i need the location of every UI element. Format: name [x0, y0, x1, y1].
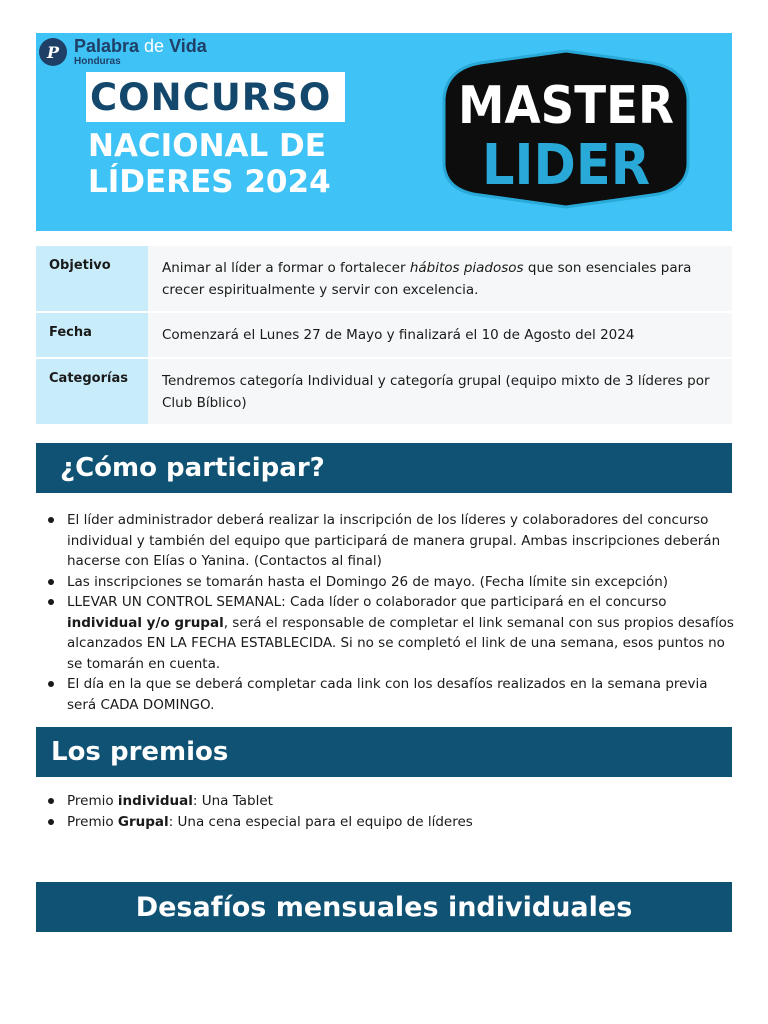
- info-value: Comenzará el Lunes 27 de Mayo y finalizará el 10 de Agosto del 2024: [148, 313, 732, 357]
- list-item: Premio Grupal: Una cena especial para el equipo de líderes: [46, 812, 736, 833]
- logo-name: Palabra de Vida: [74, 36, 207, 56]
- section-premios: [36, 727, 732, 777]
- section-title: ¿Cómo participar?: [60, 453, 325, 483]
- info-table: [36, 246, 732, 426]
- logo-icon: P: [39, 38, 67, 66]
- section-title: Los premios: [51, 737, 229, 767]
- info-label: Categorías: [36, 359, 148, 424]
- info-row-categorias: [36, 359, 732, 426]
- logo-subtitle: Honduras: [74, 56, 121, 67]
- list-item: El día en la que se deberá completar cada link con los desafíos realizados en la semana previa será CADA DOMINGO.: [46, 674, 736, 715]
- badge-master-text: MASTER: [458, 76, 674, 136]
- title-line-1: NACIONAL DE: [88, 128, 326, 164]
- title-line-2: LÍDERES 2024: [88, 164, 331, 200]
- master-lider-badge: [440, 49, 692, 209]
- section-title: Desafíos mensuales individuales: [135, 891, 633, 923]
- title-concurso: CONCURSO: [90, 75, 332, 119]
- info-value: Tendremos categoría Individual y categoría grupal (equipo mixto de 3 líderes por Club Bíblico): [148, 359, 732, 424]
- list-item: Las inscripciones se tomarán hasta el Domingo 26 de mayo. (Fecha límite sin excepción): [46, 572, 736, 593]
- premios-list: [46, 791, 736, 832]
- info-row-fecha: [36, 313, 732, 359]
- list-item: Premio individual: Una Tablet: [46, 791, 736, 812]
- section-como-participar: [36, 443, 732, 493]
- logo: [39, 37, 207, 67]
- badge-lider-text: LIDER: [482, 133, 650, 198]
- info-label: Objetivo: [36, 246, 148, 311]
- title-highlight: [86, 72, 345, 122]
- section-desafios: [36, 882, 732, 932]
- list-item: LLEVAR UN CONTROL SEMANAL: Cada líder o colaborador que participará en el concurso individual y/o grupal, será el responsable de completar el link semanal con sus propios desafíos alcanzados EN LA FECHA ESTABLECIDA. Si no se completó el link de una semana, esos puntos no se tomarán en cuenta.: [46, 592, 736, 674]
- header-banner: [36, 33, 732, 231]
- info-row-objetivo: [36, 246, 732, 313]
- info-value: Animar al líder a formar o fortalecer hábitos piadosos que son esenciales para crecer espiritualmente y servir con excelencia.: [148, 246, 732, 311]
- info-label: Fecha: [36, 313, 148, 357]
- list-item: El líder administrador deberá realizar la inscripción de los líderes y colaboradores del concurso individual y también del equipo que participará de manera grupal. Ambas inscripciones deberán hacerse con Elías o Yanina. (Contactos al final): [46, 510, 736, 572]
- participar-list: [46, 510, 736, 715]
